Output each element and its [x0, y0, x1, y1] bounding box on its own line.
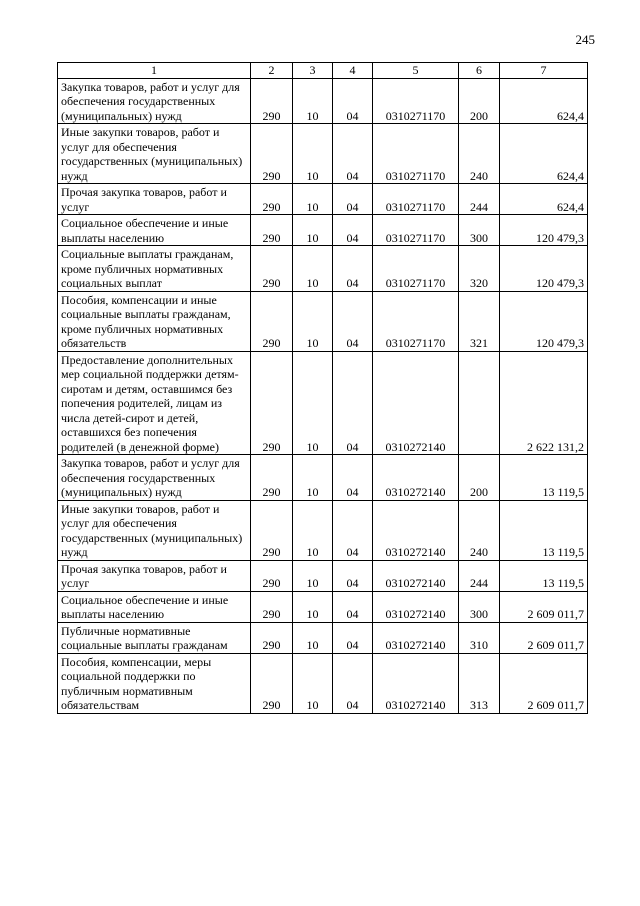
row-target-article-cell: 0310272140 [373, 622, 459, 653]
row-code-cell: 290 [251, 591, 293, 622]
row-target-article-cell: 0310272140 [373, 455, 459, 501]
table-row [58, 351, 588, 455]
row-expense-type-cell: 321 [459, 291, 500, 351]
row-expense-type-cell: 320 [459, 246, 500, 292]
row-name-cell: Пособия, компенсации, меры социальной поддержки по публичным нормативным обязательствам [58, 653, 251, 713]
row-name-cell: Пособия, компенсации и иные социальные выплаты гражданам, кроме публичных нормативных обязательств [58, 291, 251, 351]
row-code-cell: 290 [251, 215, 293, 246]
row-subsection-cell: 04 [333, 124, 373, 184]
row-target-article-cell: 0310271170 [373, 124, 459, 184]
row-expense-type-cell: 300 [459, 215, 500, 246]
column-header: 5 [373, 63, 459, 79]
row-expense-type-cell: 200 [459, 455, 500, 501]
row-name-cell: Прочая закупка товаров, работ и услуг [58, 184, 251, 215]
row-code-cell: 290 [251, 653, 293, 713]
table-row [58, 124, 588, 184]
row-name-cell: Социальное обеспечение и иные выплаты населению [58, 215, 251, 246]
row-section-cell: 10 [293, 215, 333, 246]
row-section-cell: 10 [293, 78, 333, 124]
row-amount-cell: 2 609 011,7 [500, 622, 588, 653]
row-target-article-cell: 0310271170 [373, 184, 459, 215]
row-code-cell: 290 [251, 124, 293, 184]
row-name-cell: Закупка товаров, работ и услуг для обеспечения государственных (муниципальных) нужд [58, 78, 251, 124]
table-row [58, 78, 588, 124]
row-amount-cell: 624,4 [500, 78, 588, 124]
row-name-cell: Иные закупки товаров, работ и услуг для обеспечения государственных (муниципальных) нужд [58, 124, 251, 184]
table-row [58, 184, 588, 215]
row-subsection-cell: 04 [333, 351, 373, 455]
row-expense-type-cell: 300 [459, 591, 500, 622]
row-amount-cell: 13 119,5 [500, 455, 588, 501]
row-expense-type-cell: 200 [459, 78, 500, 124]
row-subsection-cell: 04 [333, 215, 373, 246]
column-header: 2 [251, 63, 293, 79]
row-name-cell: Публичные нормативные социальные выплаты гражданам [58, 622, 251, 653]
page-number: 245 [575, 32, 595, 47]
table-row [58, 500, 588, 560]
row-amount-cell: 624,4 [500, 184, 588, 215]
row-code-cell: 290 [251, 78, 293, 124]
row-target-article-cell: 0310272140 [373, 653, 459, 713]
row-section-cell: 10 [293, 653, 333, 713]
table-row [58, 622, 588, 653]
row-amount-cell: 13 119,5 [500, 560, 588, 591]
row-code-cell: 290 [251, 455, 293, 501]
row-section-cell: 10 [293, 124, 333, 184]
row-expense-type-cell: 310 [459, 622, 500, 653]
row-subsection-cell: 04 [333, 560, 373, 591]
row-amount-cell: 120 479,3 [500, 215, 588, 246]
row-code-cell: 290 [251, 622, 293, 653]
table-header-row [58, 63, 588, 79]
row-subsection-cell: 04 [333, 246, 373, 292]
row-amount-cell: 2 609 011,7 [500, 653, 588, 713]
column-header: 1 [58, 63, 251, 79]
row-amount-cell: 2 622 131,2 [500, 351, 588, 455]
row-amount-cell: 13 119,5 [500, 500, 588, 560]
table-row [58, 591, 588, 622]
row-section-cell: 10 [293, 455, 333, 501]
row-subsection-cell: 04 [333, 622, 373, 653]
row-name-cell: Социальное обеспечение и иные выплаты населению [58, 591, 251, 622]
row-section-cell: 10 [293, 500, 333, 560]
row-code-cell: 290 [251, 351, 293, 455]
row-amount-cell: 2 609 011,7 [500, 591, 588, 622]
row-target-article-cell: 0310272140 [373, 591, 459, 622]
row-subsection-cell: 04 [333, 653, 373, 713]
row-section-cell: 10 [293, 246, 333, 292]
row-target-article-cell: 0310272140 [373, 500, 459, 560]
table-row [58, 455, 588, 501]
row-code-cell: 290 [251, 184, 293, 215]
row-section-cell: 10 [293, 351, 333, 455]
row-subsection-cell: 04 [333, 184, 373, 215]
row-name-cell: Прочая закупка товаров, работ и услуг [58, 560, 251, 591]
table-row [58, 246, 588, 292]
row-subsection-cell: 04 [333, 455, 373, 501]
row-section-cell: 10 [293, 291, 333, 351]
row-amount-cell: 120 479,3 [500, 246, 588, 292]
row-subsection-cell: 04 [333, 591, 373, 622]
row-expense-type-cell: 240 [459, 124, 500, 184]
row-target-article-cell: 0310271170 [373, 291, 459, 351]
row-name-cell: Закупка товаров, работ и услуг для обеспечения государственных (муниципальных) нужд [58, 455, 251, 501]
row-code-cell: 290 [251, 500, 293, 560]
row-expense-type-cell: 240 [459, 500, 500, 560]
row-target-article-cell: 0310271170 [373, 215, 459, 246]
column-header: 6 [459, 63, 500, 79]
row-code-cell: 290 [251, 246, 293, 292]
row-amount-cell: 624,4 [500, 124, 588, 184]
table-row [58, 215, 588, 246]
row-code-cell: 290 [251, 560, 293, 591]
row-section-cell: 10 [293, 591, 333, 622]
row-name-cell: Социальные выплаты гражданам, кроме публичных нормативных социальных выплат [58, 246, 251, 292]
row-code-cell: 290 [251, 291, 293, 351]
row-section-cell: 10 [293, 622, 333, 653]
table-row [58, 560, 588, 591]
row-subsection-cell: 04 [333, 291, 373, 351]
row-target-article-cell: 0310271170 [373, 78, 459, 124]
row-section-cell: 10 [293, 184, 333, 215]
column-header: 3 [293, 63, 333, 79]
row-amount-cell: 120 479,3 [500, 291, 588, 351]
row-subsection-cell: 04 [333, 500, 373, 560]
budget-table [57, 62, 588, 714]
row-subsection-cell: 04 [333, 78, 373, 124]
row-expense-type-cell: 313 [459, 653, 500, 713]
row-expense-type-cell: 244 [459, 184, 500, 215]
row-name-cell: Предоставление дополнительных мер социальной поддержки детям-сиротам и детям, оставшимся без попечения родителей, лицам из числа детей-сирот и детей, оставшихся без попечения родителей (в денежной форме) [58, 351, 251, 455]
row-section-cell: 10 [293, 560, 333, 591]
table-row [58, 291, 588, 351]
row-expense-type-cell: 244 [459, 560, 500, 591]
row-target-article-cell: 0310272140 [373, 351, 459, 455]
row-target-article-cell: 0310271170 [373, 246, 459, 292]
column-header: 7 [500, 63, 588, 79]
column-header: 4 [333, 63, 373, 79]
table-row [58, 653, 588, 713]
row-target-article-cell: 0310272140 [373, 560, 459, 591]
row-expense-type-cell [459, 351, 500, 455]
row-name-cell: Иные закупки товаров, работ и услуг для обеспечения государственных (муниципальных) нужд [58, 500, 251, 560]
